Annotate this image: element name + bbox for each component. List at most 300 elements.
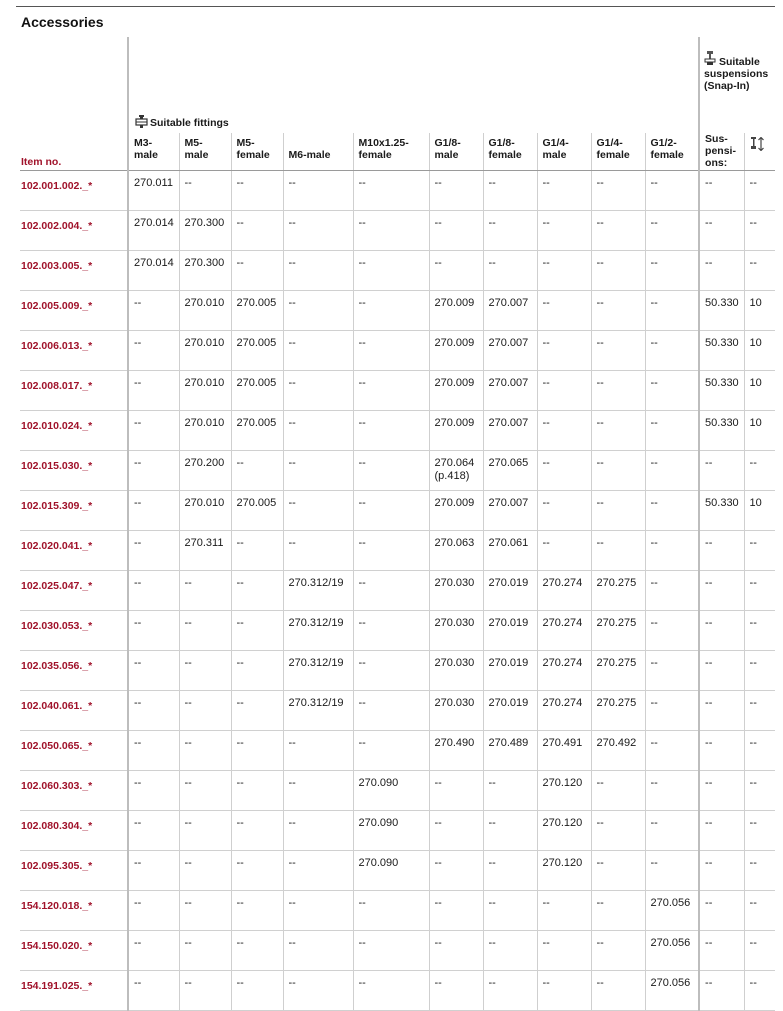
table-cell: --	[128, 371, 179, 411]
table-cell: 270.005	[231, 291, 283, 331]
table-cell: 270.490	[429, 731, 483, 771]
col-m10-female: M10x1.25- female	[353, 133, 429, 171]
table-cell: --	[179, 771, 231, 811]
table-cell: 270.311	[179, 531, 231, 571]
table-cell: --	[591, 531, 645, 571]
table-cell: --	[353, 731, 429, 771]
table-row	[20, 771, 775, 811]
table-cell: --	[179, 811, 231, 851]
table-cell: --	[283, 451, 353, 491]
table-cell: --	[353, 251, 429, 291]
table-cell: --	[537, 331, 591, 371]
table-cell: 270.030	[429, 651, 483, 691]
table-cell: 270.010	[179, 291, 231, 331]
table-cell: --	[537, 171, 591, 211]
table-cell: --	[283, 371, 353, 411]
table-cell: 270.274	[537, 651, 591, 691]
table-cell: 270.275	[591, 611, 645, 651]
table-cell: 50.330	[699, 371, 744, 411]
item-number[interactable]: 102.015.309._*	[20, 491, 128, 531]
table-cell: --	[179, 171, 231, 211]
col-suspensions: Sus- pensi- ons:	[699, 133, 744, 171]
top-rule	[16, 6, 775, 7]
table-cell: --	[645, 171, 699, 211]
table-cell: --	[128, 931, 179, 971]
table-cell: 270.300	[179, 211, 231, 251]
table-cell: --	[231, 811, 283, 851]
table-cell: --	[744, 211, 775, 251]
suspension-icon	[704, 56, 719, 68]
table-cell: --	[231, 771, 283, 811]
table-cell: --	[645, 291, 699, 331]
table-cell: --	[699, 971, 744, 1011]
table-cell: --	[744, 891, 775, 931]
table-cell: --	[231, 851, 283, 891]
table-cell: 270.120	[537, 771, 591, 811]
table-cell: --	[283, 531, 353, 571]
table-cell: 270.489	[483, 731, 537, 771]
table-cell: 270.030	[429, 611, 483, 651]
table-cell: --	[699, 611, 744, 651]
table-row	[20, 451, 775, 491]
table-cell: --	[283, 931, 353, 971]
table-cell: --	[128, 491, 179, 531]
table-cell: 270.090	[353, 811, 429, 851]
table-cell: --	[283, 971, 353, 1011]
table-cell: 270.312/19	[283, 691, 353, 731]
table-cell: 270.014	[128, 211, 179, 251]
table-cell: --	[744, 931, 775, 971]
col-g12-female: G1/2- female	[645, 133, 699, 171]
table-cell: 270.300	[179, 251, 231, 291]
table-cell: 10	[744, 411, 775, 451]
table-row	[20, 331, 775, 371]
table-cell: --	[429, 931, 483, 971]
table-row	[20, 931, 775, 971]
table-cell: --	[483, 811, 537, 851]
table-cell: --	[699, 931, 744, 971]
table-row	[20, 811, 775, 851]
table-cell: --	[231, 731, 283, 771]
table-row	[20, 211, 775, 251]
table-cell: --	[231, 611, 283, 651]
table-cell: --	[699, 691, 744, 731]
col-m6-male: M6-male	[283, 133, 353, 171]
table-cell: --	[537, 451, 591, 491]
item-number[interactable]: 102.020.041._*	[20, 531, 128, 571]
table-cell: 270.009	[429, 411, 483, 451]
item-number[interactable]: 102.035.056._*	[20, 651, 128, 691]
item-number[interactable]: 102.030.053._*	[20, 611, 128, 651]
table-cell: 270.007	[483, 371, 537, 411]
table-cell: 10	[744, 491, 775, 531]
table-row	[20, 731, 775, 771]
table-cell: --	[591, 891, 645, 931]
table-cell: --	[231, 571, 283, 611]
table-cell: --	[353, 491, 429, 531]
table-cell: --	[353, 691, 429, 731]
table-cell: 270.030	[429, 571, 483, 611]
table-cell: 270.065	[483, 451, 537, 491]
table-cell: --	[699, 731, 744, 771]
table-row	[20, 531, 775, 571]
table-cell: --	[231, 931, 283, 971]
table-cell: 270.010	[179, 371, 231, 411]
table-row	[20, 651, 775, 691]
table-cell: --	[353, 371, 429, 411]
table-cell: --	[283, 851, 353, 891]
col-m3-male: M3- male	[128, 133, 179, 171]
table-cell: --	[591, 171, 645, 211]
item-number[interactable]: 102.025.047._*	[20, 571, 128, 611]
table-cell: --	[591, 371, 645, 411]
table-cell: --	[128, 731, 179, 771]
table-cell: 270.007	[483, 411, 537, 451]
table-cell: 270.274	[537, 571, 591, 611]
col-m5-male: M5- male	[179, 133, 231, 171]
item-number[interactable]: 102.006.013._*	[20, 331, 128, 371]
table-row	[20, 851, 775, 891]
table-cell: --	[353, 211, 429, 251]
table-cell: --	[128, 851, 179, 891]
table-cell: --	[537, 931, 591, 971]
table-cell: --	[591, 211, 645, 251]
table-cell: 270.005	[231, 411, 283, 451]
table-cell: --	[744, 691, 775, 731]
table-cell: --	[128, 691, 179, 731]
table-cell: 270.200	[179, 451, 231, 491]
quantity-icon	[750, 142, 766, 154]
table-cell: --	[353, 171, 429, 211]
table-cell: 270.005	[231, 331, 283, 371]
table-cell: --	[231, 891, 283, 931]
table-cell: --	[537, 411, 591, 451]
section-title: Accessories	[21, 14, 104, 30]
table-cell: --	[231, 691, 283, 731]
table-cell: --	[429, 891, 483, 931]
table-cell: --	[699, 171, 744, 211]
table-cell: --	[744, 611, 775, 651]
table-cell: --	[128, 811, 179, 851]
table-row	[20, 891, 775, 931]
suspensions-label-3: (Snap-In)	[704, 80, 750, 92]
table-cell: --	[645, 331, 699, 371]
table-cell: --	[353, 331, 429, 371]
table-cell: --	[699, 211, 744, 251]
col-g18-male: G1/8- male	[429, 133, 483, 171]
table-cell: --	[744, 251, 775, 291]
table-cell: 270.090	[353, 771, 429, 811]
table-cell: 10	[744, 291, 775, 331]
table-cell: 270.019	[483, 611, 537, 651]
table-cell: --	[591, 851, 645, 891]
table-cell: --	[744, 771, 775, 811]
header-spacer	[20, 37, 128, 133]
table-cell: --	[645, 811, 699, 851]
table-cell: --	[699, 451, 744, 491]
table-cell: --	[645, 251, 699, 291]
table-cell: --	[645, 571, 699, 611]
table-cell: --	[537, 971, 591, 1011]
table-cell: --	[231, 651, 283, 691]
col-m5-female: M5- female	[231, 133, 283, 171]
table-row	[20, 411, 775, 451]
fittings-group-header	[128, 37, 699, 133]
table-row	[20, 611, 775, 651]
item-number[interactable]: 102.005.009._*	[20, 291, 128, 331]
table-cell: --	[283, 411, 353, 451]
table-row	[20, 691, 775, 731]
fittings-group-label: Suitable fittings	[150, 116, 229, 129]
item-number[interactable]: 102.010.024._*	[20, 411, 128, 451]
table-cell: 270.491	[537, 731, 591, 771]
table-cell: 270.312/19	[283, 571, 353, 611]
table-cell: --	[283, 491, 353, 531]
table-row	[20, 571, 775, 611]
table-cell: 50.330	[699, 291, 744, 331]
table-cell: --	[537, 531, 591, 571]
table-cell: --	[179, 611, 231, 651]
table-cell: --	[699, 771, 744, 811]
table-cell: --	[699, 651, 744, 691]
table-cell: --	[128, 291, 179, 331]
table-cell: --	[591, 331, 645, 371]
table-cell: 270.056	[645, 891, 699, 931]
table-cell: --	[645, 371, 699, 411]
table-cell: --	[483, 931, 537, 971]
table-cell: --	[353, 291, 429, 331]
table-cell: --	[744, 171, 775, 211]
col-g18-female: G1/8- female	[483, 133, 537, 171]
table-cell: --	[353, 891, 429, 931]
table-cell: --	[645, 531, 699, 571]
table-cell: --	[179, 851, 231, 891]
item-number[interactable]: 154.150.020._*	[20, 931, 128, 971]
table-cell: --	[429, 971, 483, 1011]
table-cell: --	[744, 851, 775, 891]
item-number[interactable]: 154.120.018._*	[20, 891, 128, 931]
table-row	[20, 491, 775, 531]
table-cell: 270.275	[591, 571, 645, 611]
suspensions-group-header	[699, 37, 775, 133]
table-cell: --	[645, 731, 699, 771]
table-cell: --	[283, 251, 353, 291]
table-cell: 270.120	[537, 811, 591, 851]
table-cell: --	[128, 891, 179, 931]
table-cell: --	[483, 211, 537, 251]
fitting-icon	[135, 115, 148, 131]
item-number[interactable]: 102.080.304._*	[20, 811, 128, 851]
table-cell: --	[283, 891, 353, 931]
item-number[interactable]: 102.015.030._*	[20, 451, 128, 491]
table-cell: --	[353, 971, 429, 1011]
table-cell: --	[645, 451, 699, 491]
table-cell: --	[699, 891, 744, 931]
table-cell: --	[645, 851, 699, 891]
table-cell: --	[699, 531, 744, 571]
accessories-sheet	[6, 0, 775, 992]
table-cell: --	[591, 491, 645, 531]
table-cell: --	[744, 971, 775, 1011]
table-cell: --	[744, 811, 775, 851]
table-cell: 270.090	[353, 851, 429, 891]
table-cell: 270.019	[483, 651, 537, 691]
table-cell: --	[231, 251, 283, 291]
item-number[interactable]: 102.060.303._*	[20, 771, 128, 811]
item-number[interactable]: 102.050.065._*	[20, 731, 128, 771]
table-cell: 270.492	[591, 731, 645, 771]
table-cell: --	[483, 851, 537, 891]
table-cell: --	[699, 851, 744, 891]
table-cell: --	[645, 491, 699, 531]
table-cell: 270.063	[429, 531, 483, 571]
table-cell: --	[231, 531, 283, 571]
col-g14-male: G1/4- male	[537, 133, 591, 171]
table-cell: --	[429, 251, 483, 291]
table-cell: --	[353, 411, 429, 451]
table-cell: 270.010	[179, 331, 231, 371]
table-cell: --	[537, 891, 591, 931]
item-number[interactable]: 102.001.002._*	[20, 171, 128, 211]
table-cell: --	[128, 331, 179, 371]
table-cell: --	[645, 611, 699, 651]
item-number[interactable]: 102.002.004._*	[20, 211, 128, 251]
item-number[interactable]: 102.095.305._*	[20, 851, 128, 891]
table-cell: 270.007	[483, 491, 537, 531]
table-cell: 270.005	[231, 491, 283, 531]
table-cell: 50.330	[699, 491, 744, 531]
item-number[interactable]: 102.008.017._*	[20, 371, 128, 411]
table-cell: --	[283, 811, 353, 851]
table-cell: --	[128, 451, 179, 491]
table-cell: 270.019	[483, 571, 537, 611]
table-row	[20, 971, 775, 1011]
table-cell: --	[128, 411, 179, 451]
table-cell: --	[231, 971, 283, 1011]
table-cell: --	[744, 571, 775, 611]
table-cell: --	[591, 811, 645, 851]
table-cell: 50.330	[699, 411, 744, 451]
table-cell: --	[591, 931, 645, 971]
table-cell: 270.064 (p.418)	[429, 451, 483, 491]
item-number[interactable]: 102.040.061._*	[20, 691, 128, 731]
table-cell: 10	[744, 331, 775, 371]
table-cell: --	[128, 971, 179, 1011]
table-cell: 270.009	[429, 291, 483, 331]
table-cell: --	[537, 491, 591, 531]
table-cell: 270.312/19	[283, 611, 353, 651]
table-cell: --	[483, 171, 537, 211]
item-number[interactable]: 154.191.025._*	[20, 971, 128, 1011]
table-cell: --	[353, 531, 429, 571]
table-cell: --	[231, 451, 283, 491]
table-cell: --	[231, 171, 283, 211]
table-cell: --	[179, 971, 231, 1011]
table-cell: --	[591, 251, 645, 291]
table-cell: --	[231, 211, 283, 251]
table-cell: 50.330	[699, 331, 744, 371]
table-cell: 270.007	[483, 291, 537, 331]
table-cell: --	[483, 891, 537, 931]
table-cell: 270.009	[429, 491, 483, 531]
table-cell: 270.009	[429, 331, 483, 371]
table-cell: --	[591, 451, 645, 491]
item-number[interactable]: 102.003.005._*	[20, 251, 128, 291]
table-cell: --	[128, 771, 179, 811]
table-cell: --	[645, 211, 699, 251]
table-cell: 10	[744, 371, 775, 411]
suspensions-label-2: suspensions	[704, 68, 769, 80]
suspensions-label-1: Suitable	[718, 56, 760, 68]
table-cell: --	[128, 531, 179, 571]
table-cell: --	[179, 571, 231, 611]
table-cell: 270.010	[179, 491, 231, 531]
table-cell: --	[283, 771, 353, 811]
table-cell: --	[537, 371, 591, 411]
col-quantity	[744, 133, 775, 171]
table-cell: --	[128, 571, 179, 611]
table-cell: 270.009	[429, 371, 483, 411]
table-cell: --	[179, 651, 231, 691]
table-cell: --	[591, 771, 645, 811]
table-cell: --	[429, 811, 483, 851]
table-cell: --	[283, 171, 353, 211]
table-cell: --	[283, 331, 353, 371]
table-cell: --	[429, 171, 483, 211]
table-cell: 270.019	[483, 691, 537, 731]
table-cell: 270.120	[537, 851, 591, 891]
table-cell: --	[283, 731, 353, 771]
table-cell: --	[483, 771, 537, 811]
table-cell: --	[429, 211, 483, 251]
table-cell: 270.061	[483, 531, 537, 571]
table-cell: --	[429, 771, 483, 811]
table-cell: --	[699, 571, 744, 611]
table-cell: 270.005	[231, 371, 283, 411]
table-cell: 270.056	[645, 971, 699, 1011]
table-cell: --	[537, 211, 591, 251]
table-cell: --	[179, 931, 231, 971]
table-cell: --	[353, 571, 429, 611]
table-cell: --	[645, 411, 699, 451]
table-cell: 270.014	[128, 251, 179, 291]
table-row	[20, 171, 775, 211]
table-cell: --	[591, 291, 645, 331]
table-cell: --	[744, 651, 775, 691]
table-cell: 270.007	[483, 331, 537, 371]
item-no-header: Item no.	[20, 133, 128, 171]
table-cell: --	[179, 691, 231, 731]
table-row	[20, 291, 775, 331]
table-cell: 270.275	[591, 651, 645, 691]
table-cell: --	[283, 211, 353, 251]
table-cell: --	[483, 971, 537, 1011]
table-cell: --	[645, 691, 699, 731]
table-cell: --	[744, 451, 775, 491]
table-cell: --	[699, 251, 744, 291]
table-cell: --	[645, 651, 699, 691]
table-cell: --	[591, 411, 645, 451]
table-cell: --	[353, 451, 429, 491]
table-cell: --	[483, 251, 537, 291]
table-cell: --	[537, 251, 591, 291]
table-cell: --	[179, 731, 231, 771]
table-cell: --	[744, 731, 775, 771]
table-cell: --	[353, 651, 429, 691]
table-cell: --	[744, 531, 775, 571]
table-cell: --	[128, 611, 179, 651]
table-cell: 270.056	[645, 931, 699, 971]
